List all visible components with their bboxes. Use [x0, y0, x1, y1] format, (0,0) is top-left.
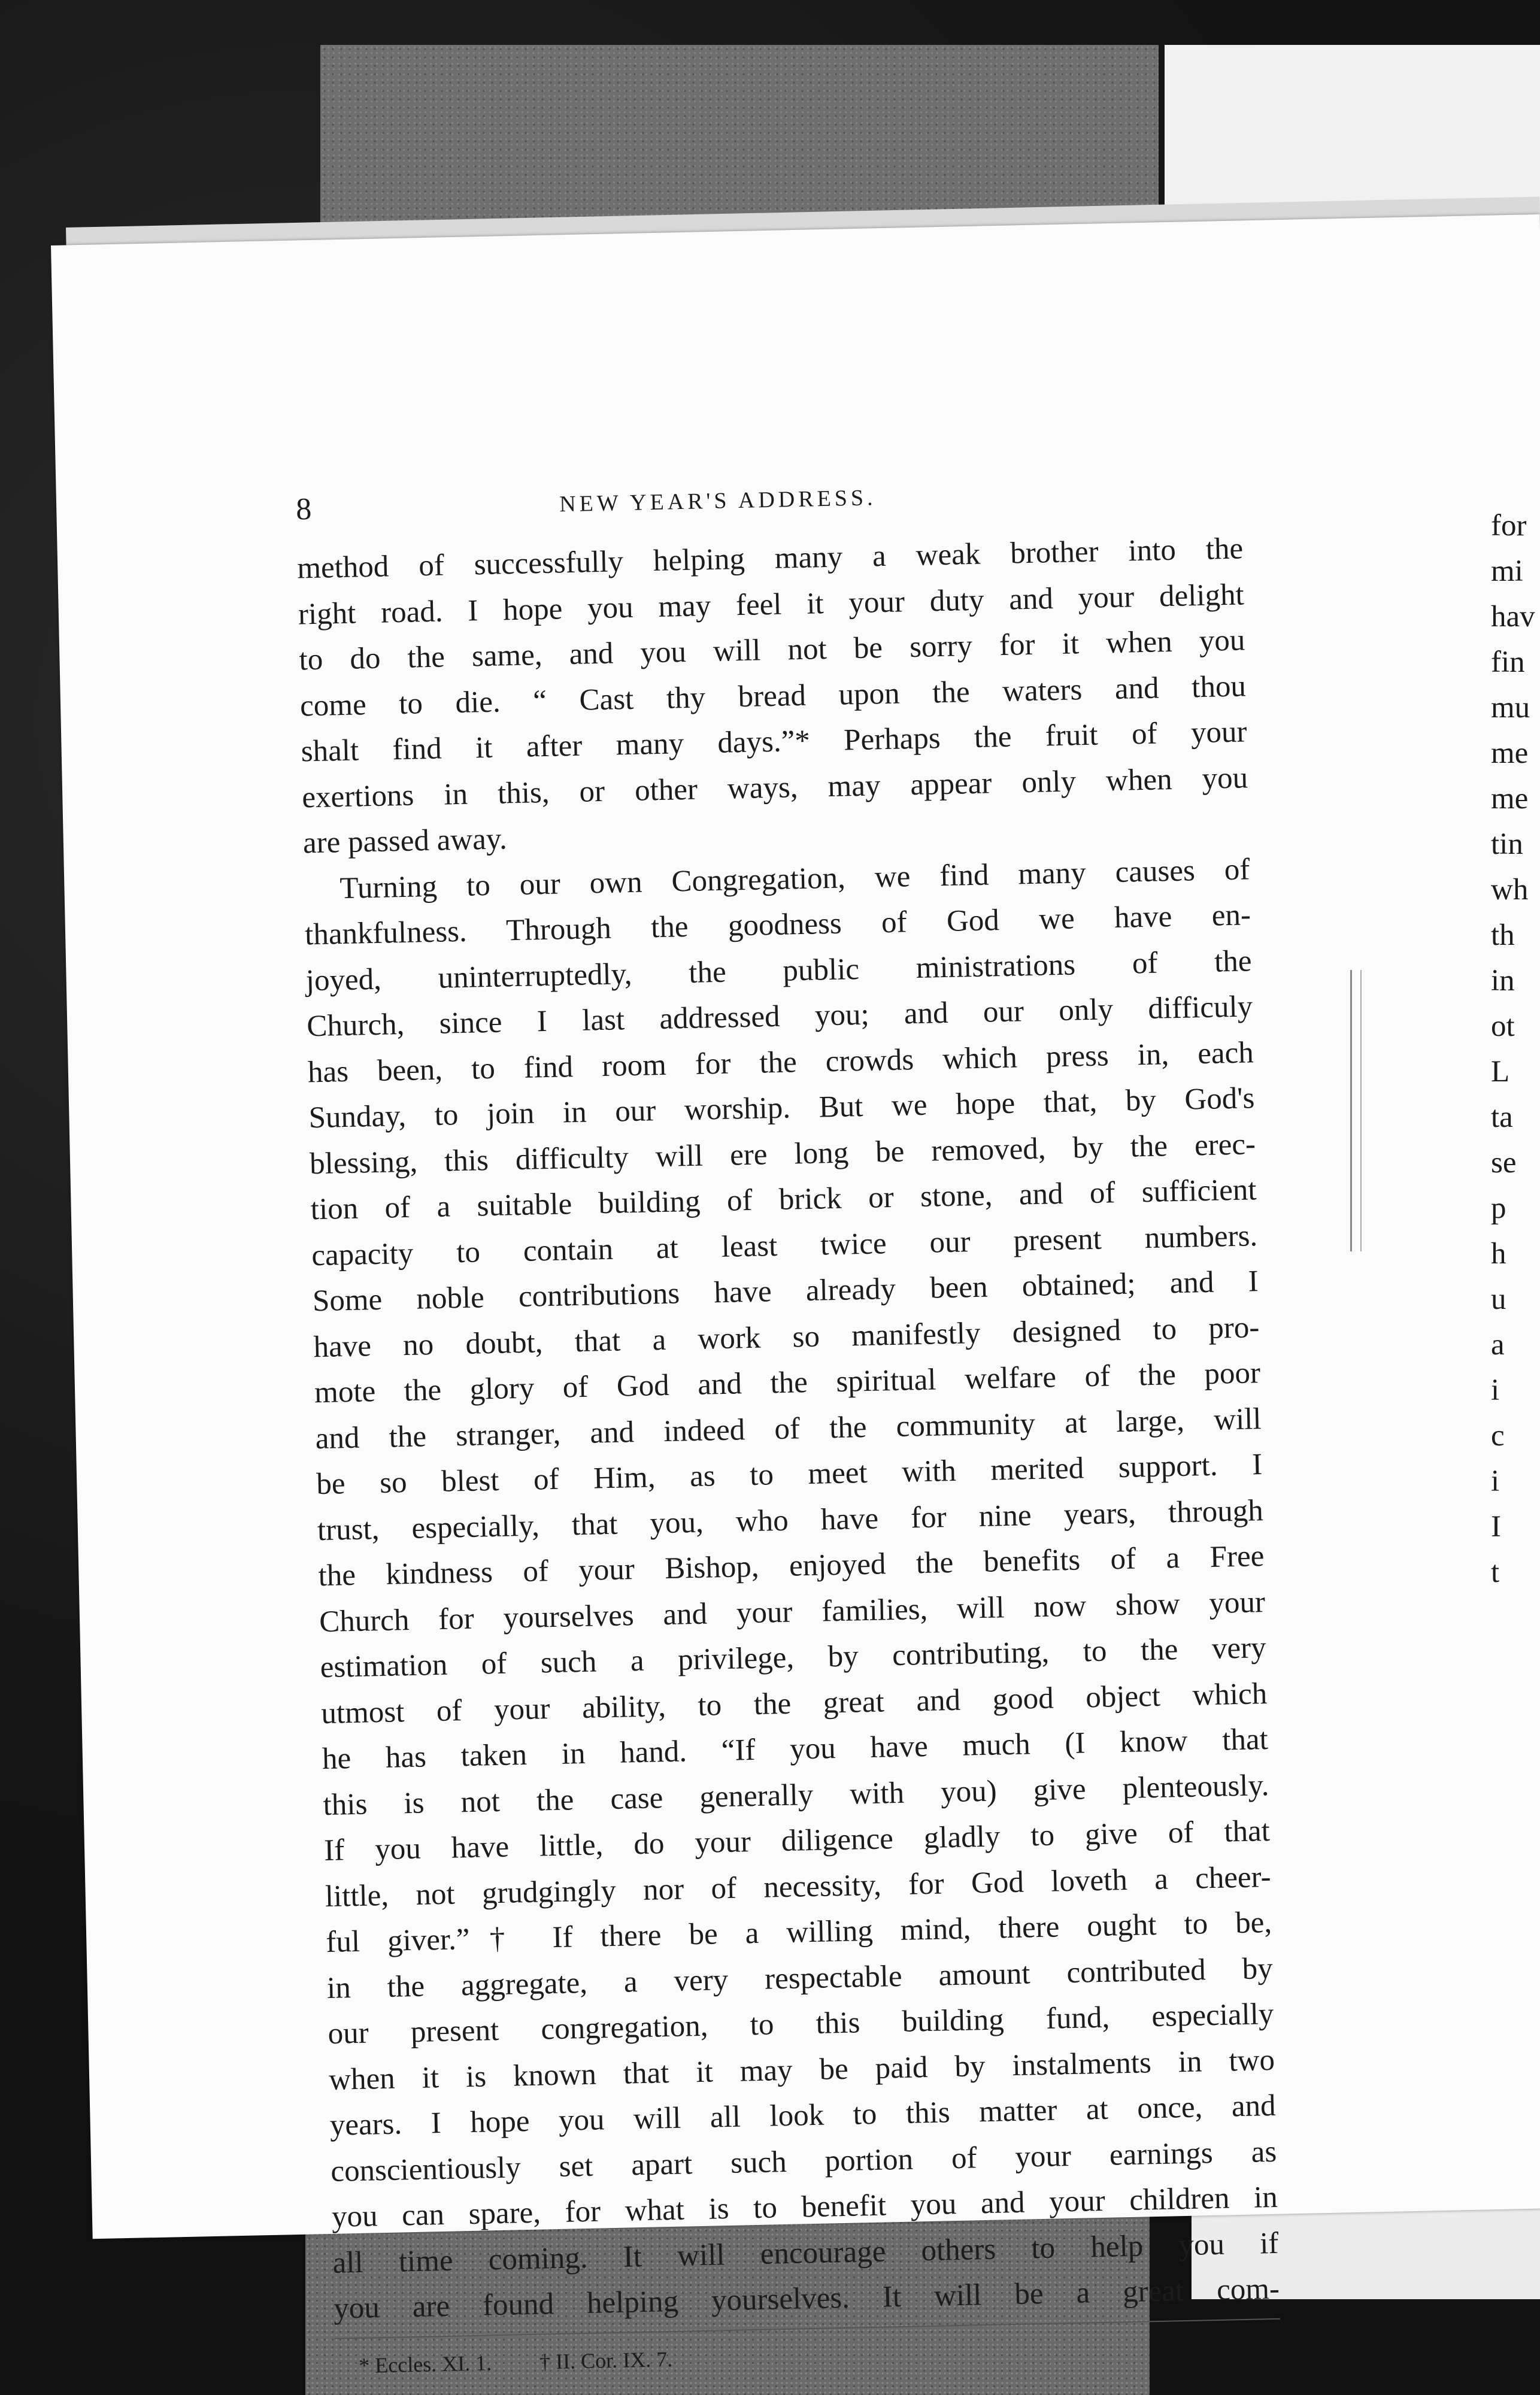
text-line: this is not the case generally with you) give plenteously. — [323, 1768, 1269, 1822]
text-line: Church, since I last addressed you; and our only difficuly — [306, 990, 1253, 1044]
fragment-line: i — [1491, 1465, 1500, 1498]
text-line: Church for yourselves and your families, will now show your — [319, 1585, 1266, 1639]
fragment-line: p — [1491, 1192, 1506, 1225]
fragment-line: me — [1491, 782, 1529, 815]
text-line: our present congregation, to this building fund, especially — [328, 1997, 1274, 2051]
text-line: in the aggregate, a very respectable amount contributed by — [326, 1951, 1274, 2005]
body-text — [297, 526, 1280, 2332]
fragment-line: tin — [1491, 827, 1523, 861]
fragment-line: mi — [1491, 554, 1523, 588]
fragment-line: se — [1491, 1146, 1517, 1180]
text-line: thankfulness. Through the goodness of God we have en- — [304, 898, 1251, 952]
text-line: all time coming. It will encourage others to help you if — [332, 2226, 1279, 2280]
fragment-line: ta — [1491, 1101, 1513, 1134]
text-line: be so blest of Him, as to meet with merited support. I — [316, 1448, 1263, 1502]
page-number: 8 — [295, 492, 312, 527]
fragment-line: wh — [1491, 873, 1529, 907]
fragment-line: t — [1491, 1556, 1500, 1589]
book-page — [51, 214, 1540, 2378]
fragment-line: i — [1491, 1374, 1500, 1407]
footnote: * Eccles. XI. 1. — [358, 2350, 492, 2378]
fragment-line: me — [1491, 736, 1529, 770]
text-line: Sunday, to join in our worship. But we hope that, by God's — [308, 1081, 1255, 1135]
page-text-block — [296, 472, 1281, 2378]
fragment-line: th — [1491, 918, 1515, 952]
fragment-line: u — [1491, 1283, 1506, 1316]
fragment-line: h — [1491, 1237, 1506, 1271]
text-line: tion of a suitable building of brick or stone, and of sufficient — [310, 1173, 1257, 1227]
text-line: mote the glory of God and the spiritual welfare of the poor — [314, 1356, 1261, 1410]
text-line: capacity to contain at least twice our present numbers. — [311, 1218, 1258, 1272]
fragment-line: c — [1491, 1419, 1505, 1453]
text-line: he has taken in hand. “If you have much (I know that — [322, 1722, 1269, 1776]
text-line: have no doubt, that a work so manifestly designed to pro- — [313, 1310, 1260, 1364]
text-line: to do the same, and you will not be sorry for it when you — [299, 623, 1245, 677]
running-head: NEW YEAR'S ADDRESS. — [559, 485, 877, 517]
text-line: years. I hope you will all look to this matter at once, and — [329, 2088, 1277, 2142]
fragment-line: hav — [1491, 600, 1535, 633]
fragment-line: fin — [1491, 645, 1525, 679]
text-line: come to die. “ Cast thy bread upon the waters and thou — [299, 669, 1247, 723]
text-line: blessing, this difficulty will ere long be removed, by the erec- — [309, 1127, 1256, 1181]
text-line: conscientiously set apart such portion of your earnings as — [330, 2135, 1277, 2188]
text-line: trust, especially, that you, who have for nine years, through — [317, 1493, 1264, 1547]
text-line: right road. I hope you may feel it your duty and your delight — [298, 577, 1245, 631]
footnote: † II. Cor. IX. 7. — [539, 2347, 673, 2374]
fragment-line: for — [1491, 509, 1527, 542]
next-page-fragments — [1491, 503, 1540, 1595]
fragment-line: ot — [1491, 1009, 1515, 1043]
text-line: you can spare, for what is to benefit you and your children in — [331, 2180, 1278, 2234]
fragment-line: I — [1491, 1510, 1501, 1544]
fragment-line: mu — [1491, 691, 1530, 724]
text-line: little, not grudgingly nor of necessity, for God loveth a cheer- — [325, 1860, 1272, 1914]
text-line: Some noble contributions have already been obtained; and I — [312, 1265, 1259, 1318]
text-line: joyed, uninterruptedly, the public ministrations of the — [305, 944, 1253, 998]
text-line: utmost of your ability, to the great and good object which — [320, 1676, 1268, 1730]
text-line: you are found helping yourselves. It will be a great com- — [333, 2272, 1280, 2326]
text-line: shalt find it after many days.”* Perhaps the fruit of your — [301, 715, 1248, 769]
text-line: has been, to find room for the crowds which press in, each — [307, 1035, 1254, 1089]
fragment-line: L — [1491, 1055, 1510, 1089]
text-line: are passed away. — [302, 822, 508, 860]
fragment-line: a — [1491, 1328, 1505, 1362]
fragment-line: in — [1491, 964, 1515, 998]
text-line: and the stranger, and indeed of the community at large, will — [315, 1402, 1262, 1456]
text-line: when it is known that it may be paid by instalments in two — [328, 2043, 1275, 2097]
text-line: the kindness of your Bishop, enjoyed the benefits of a Free — [318, 1539, 1265, 1593]
text-line: Turning to our own Congregation, we find many causes of — [339, 852, 1250, 905]
text-line: If you have little, do your diligence gladly to give of that — [323, 1814, 1271, 1868]
text-line: method of successfully helping many a weak brother into the — [296, 532, 1244, 586]
text-line: exertions in this, or other ways, may appear only when you — [301, 760, 1248, 814]
text-line: estimation of such a privilege, by contributing, to the very — [320, 1631, 1267, 1685]
text-line: ful giver.”† If there be a willing mind, there ought to be, — [325, 1905, 1272, 1959]
binding-thread — [1350, 970, 1362, 1251]
